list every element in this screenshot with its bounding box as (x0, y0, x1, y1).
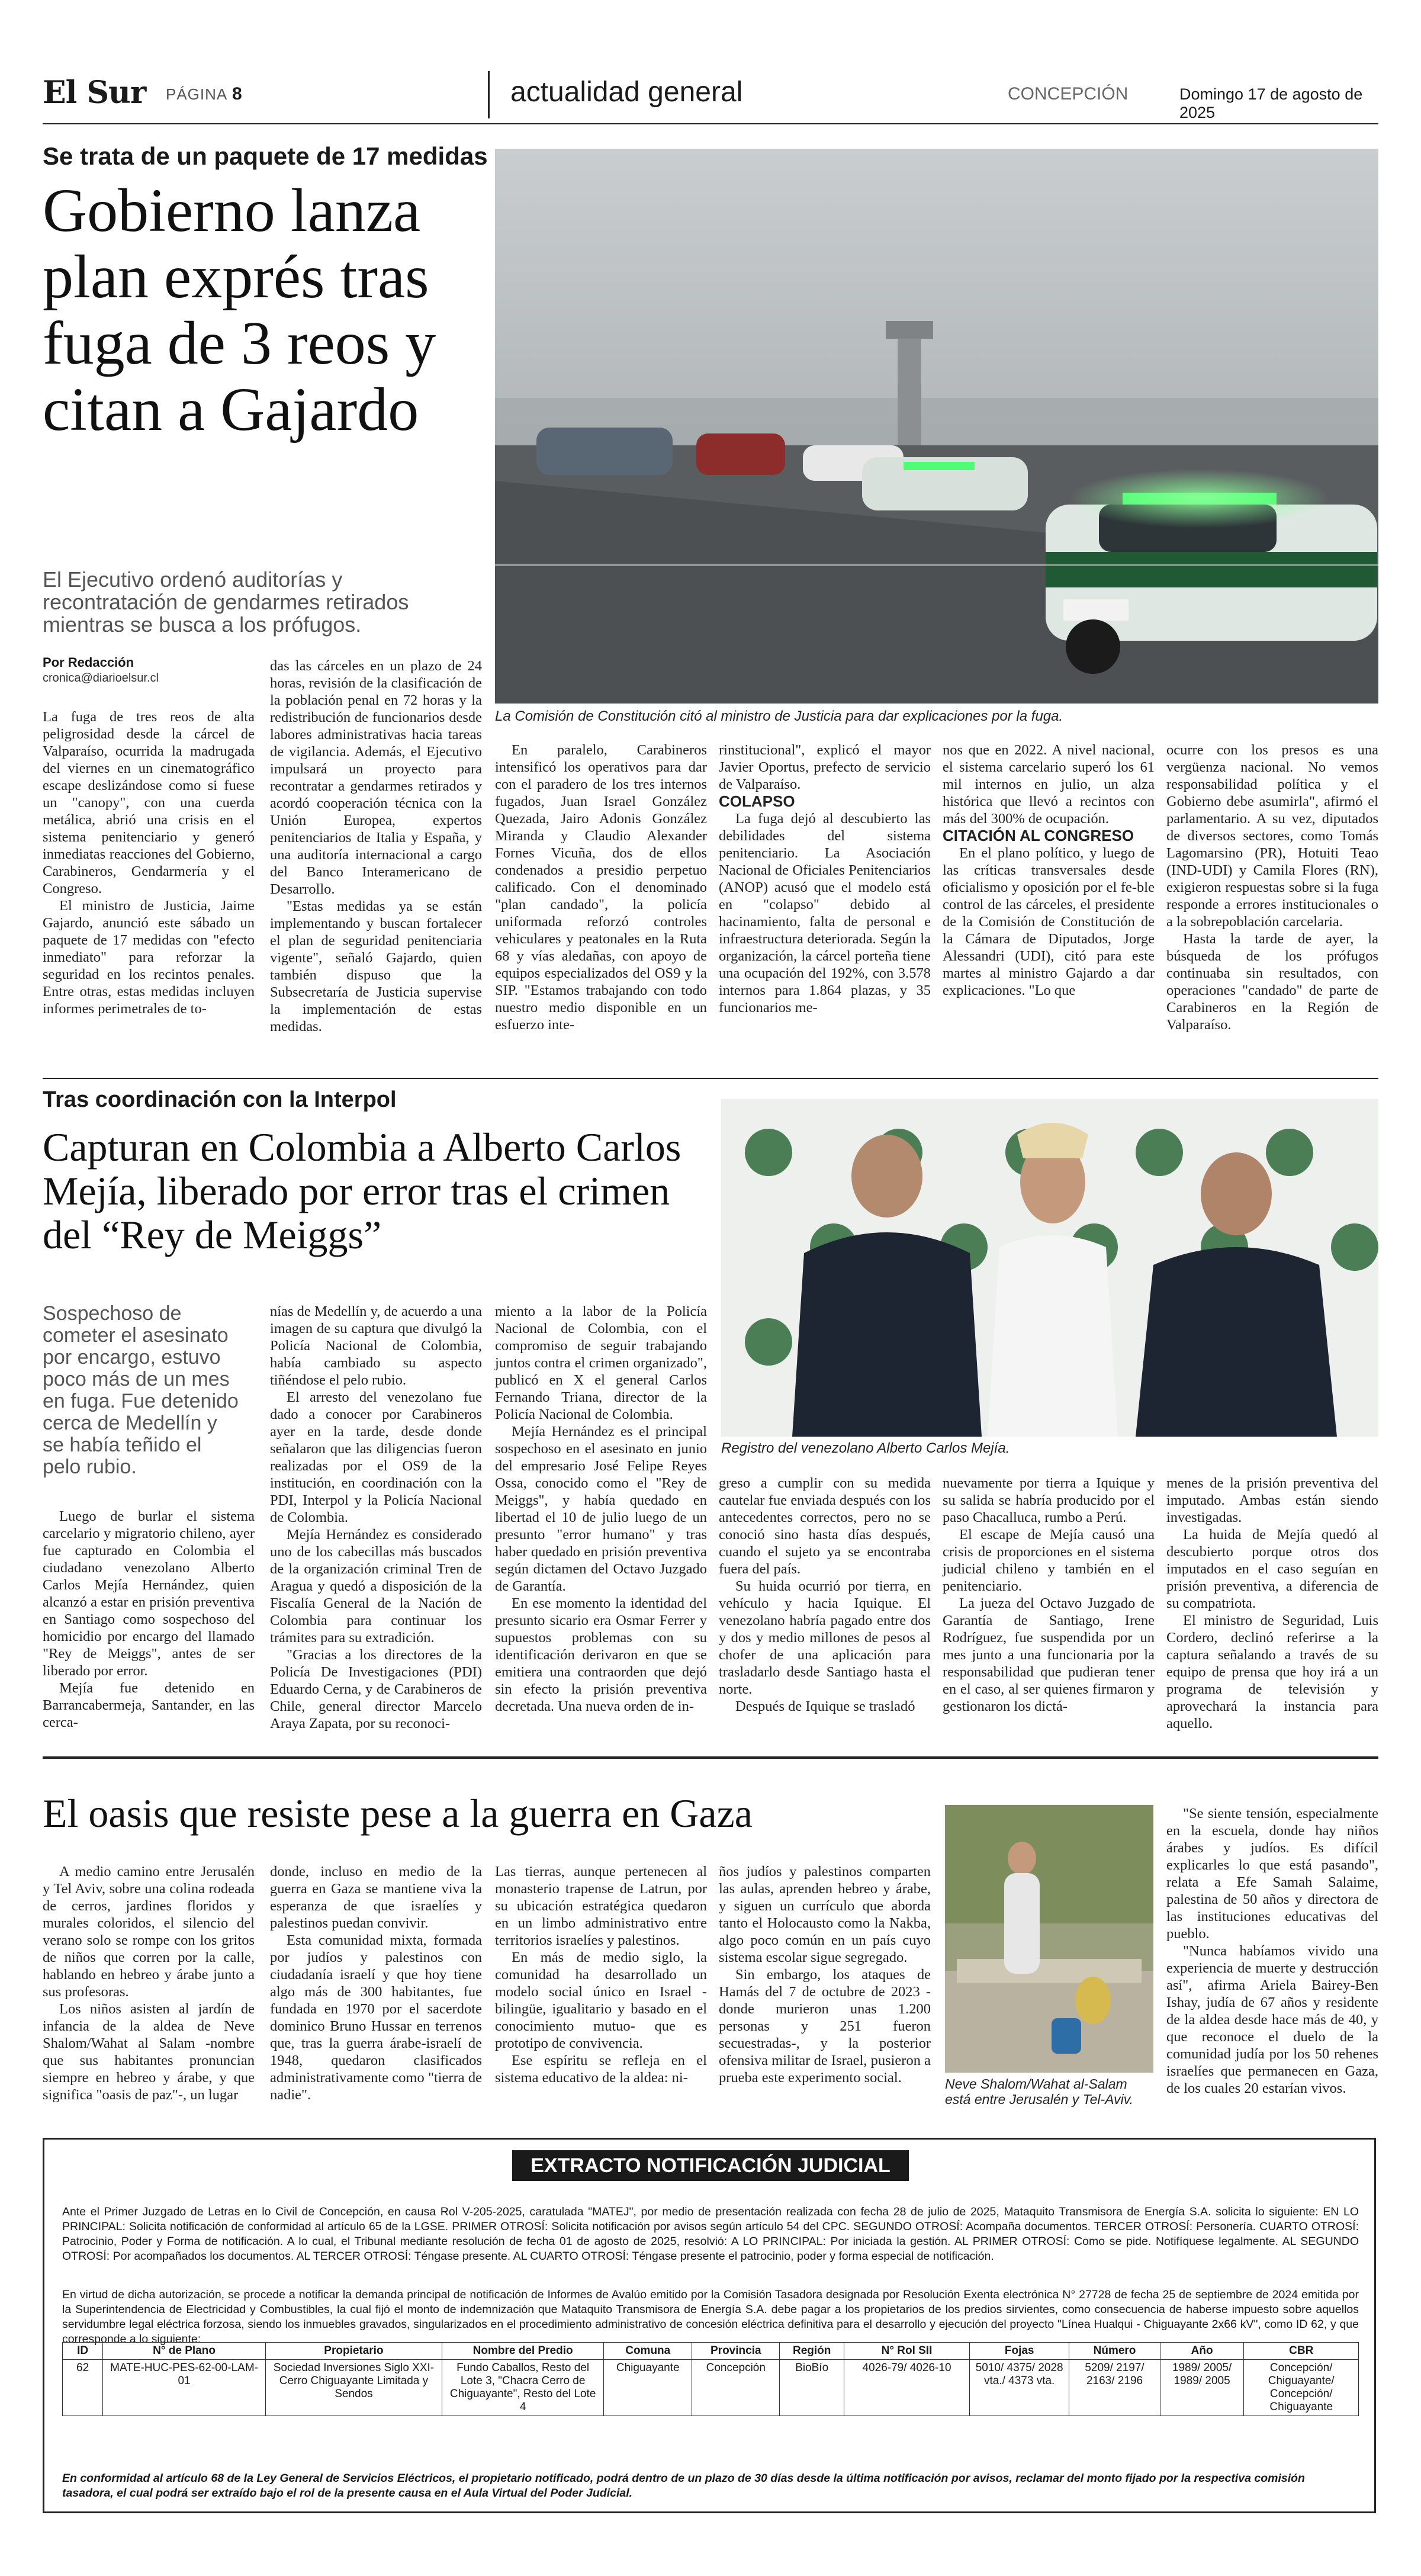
table-header-cell: Fojas (970, 2343, 1069, 2360)
table-header-cell: CBR (1244, 2343, 1359, 2360)
article2-kicker: Tras coordinación con la Interpol (43, 1087, 397, 1112)
issue-date: Domingo 17 de agosto de 2025 (1179, 85, 1363, 121)
table-cell: Concepción (692, 2360, 780, 2416)
article2-c3-p2: Mejía Hernández es el principal sospechoso en el asesinato en junio del empresario José Felipe Reyes Ossa, conocido como el "Rey de Meiggs", y había quedado en libertad el 10 de julio luego de un presunto "error humano" y tras haber quedado en prisión preventiva según dictamen del Octavo Juzgado de Garantía. (495, 1424, 707, 1594)
table-cell: Concepción/ Chiguayante/ Concepción/ Chiguayante (1244, 2360, 1359, 2416)
city-name: CONCEPCIÓN (1008, 84, 1129, 104)
article3-column-6 (1166, 1805, 1378, 2119)
article3-c3-p3: Ese espíritu se refleja en el sistema educativo de la aldea: ni- (495, 2053, 707, 2086)
article1-headline: Gobierno lanza plan exprés tras fuga de 3 reos y citan a Gajardo (43, 176, 436, 444)
article1-c3-p1: En paralelo, Carabineros intensificó los operativos para dar con el paradero de los tres internos fugados, Juan Israel González Quezada, Jairo Adonis González Miranda y Claudio Alexander Fornes Vicuña, dos de ellos condenados a presidio perpetuo calificado. Con el denominado "plan candado", la policía uniformada reforzó controles vehiculares y peatonales en la Ruta 68 y vías aledañas, con apoyo de equipos especializados del OS9 y la SIP. "Estamos trabajando con todo nuestro medio disponible en un esfuerzo inte- (495, 742, 707, 1033)
article2-column-4 (719, 1475, 931, 1782)
judicial-notice-paragraph-2: En virtud de dicha autorización, se procede a notificar la demanda principal de notificación de Informes de Avalúo emitido por la Comisión Tasadora designada por Resolución Exenta electrónica N° 27728 de fecha 25 de septiembre de 2024 emitida por la Superintendencia de Electricidad y Combustibles, la cual fijó el monto de indemnización que Mataquito Transmisora de Energía S.A. debe pagar a los propietarios de los predios sirvientes, como consecuencia de haberse impuesto sobre aquellos servidumbre legal eléctrica forzosa, siendo los inmuebles gravados, singularizados en el procedimiento administrativo de concesión eléctrica definitiva para el desarrollo y ejecución del proyecto "Línea Hualqui - Chiguayante 2x66 kV", como ID 62, y que corresponde a lo siguiente: (62, 2288, 1359, 2346)
article3-column-3 (495, 1863, 707, 2118)
table-header-cell: Número (1069, 2343, 1160, 2360)
table-cell: 1989/ 2005/ 1989/ 2005 (1160, 2360, 1244, 2416)
article1-byline: Por Redacción (43, 655, 134, 670)
article2-photo-capture (721, 1099, 1378, 1437)
judicial-notice-table (62, 2342, 1359, 2416)
judicial-notice-paragraph-1: Ante el Primer Juzgado de Letras en lo Civil de Concepción, en causa Rol V-205-2025, caratulada "MATEJ", por medio de presentación realizada con fecha 28 de julio de 2025, Mataquito Transmisora de Energía S.A. solicita lo siguiente: EN LO PRINCIPAL: Solicita notificación de conformidad al artículo 65 de la LGSE. PRIMER OTROSÍ: Solicita notificación por avisos según artículo 54 del CPC. SEGUNDO OTROSÍ: Acompaña documentos. TERCER OTROSÍ: Personería. CUARTO OTROSÍ: Patrocinio, Poder y Forma de notificación. A lo cual, el Tribunal mediante resolución de fecha 01 de agosto de 2025, resolvió: A LO PRINCIPAL: Por iniciada la gestión. AL PRIMER OTROSÍ: Como se pide. Notifíquese legalmente. AL SEGUNDO OTROSÍ: Por acompañados los documentos. AL TERCER OTROSÍ: Téngase presente. AL CUARTO OTROSÍ: Téngase presente el patrocinio, poder y forma especial de notificación. (62, 2205, 1359, 2263)
section-name: actualidad general (510, 76, 743, 108)
article1-deck: El Ejecutivo ordenó auditorías y recontratación de gendarmes retirados mientras se busca a los prófugos. (43, 567, 409, 637)
article3-c3-p2: En más de medio siglo, la comunidad ha desarrollado un modelo social único en Israel -bilingüe, igualitario y basado en el conocimiento mutuo- que es prototipo de convivencia. (495, 1949, 707, 2051)
table-row (63, 2360, 1359, 2416)
header-divider (488, 71, 490, 118)
article2-column-3 (495, 1303, 707, 1782)
article1-subhead-citacion: CITACIÓN AL CONGRESO (943, 827, 1134, 844)
article3-photo-village (945, 1805, 1153, 2073)
article2-c6-p2: La huida de Mejía quedó al descubierto porque otros dos imputados en el caso seguían en prisión preventiva, a diferencia de su compatriota. (1166, 1527, 1378, 1611)
article2-headline: Capturan en Colombia a Alberto Carlos Mejía, liberado por error tras el crimen del “Rey de Meiggs” (43, 1125, 681, 1257)
table-header-cell: Propietario (265, 2343, 442, 2360)
article1-c5-p2: En el plano político, y luego de las críticas transversales desde oficialismo y oposición por el fe-ble control de las cárceles, el presidente de la Comisión de Constitución de la Cámara de Diputados, Jorge Alessandri (UDI), citó para este martes al ministro Gajardo a dar explicaciones. "Lo que (943, 845, 1155, 998)
table-cell: 5010/ 4375/ 2028 vta./ 4373 vta. (970, 2360, 1069, 2416)
article3-c4-p2: Sin embargo, los ataques de Hamás del 7 de octubre de 2023 -donde murieron unas 1.200 personas y 251 fueron secuestradas-, y la posterior ofensiva militar de Israel, pusieron a prueba este experimento social. (719, 1967, 931, 2086)
article1-column-2 (270, 657, 482, 1036)
article2-c4-p1: greso a cumplir con su medida cautelar fue enviada después con los antecedentes correctos, pero no se conoció sino hasta días después, cuando el sujeto ya se encontraba fuera del país. (719, 1475, 931, 1577)
capture-photo-image (721, 1099, 1378, 1437)
article1-c1-p1: La fuga de tres reos de alta peligrosidad desde la cárcel de Valparaíso, ocurrida la madrugada del viernes en un cinematográfico escape deslizándose como si fuese un "canopy", con una cuerda metálica, abrió una crisis en el sistema penitenciario y generó inmediatas reacciones del Gobierno, Carabineros, Gendarmería y el Congreso. (43, 709, 255, 897)
article1-c6-p2: Hasta la tarde de ayer, la búsqueda de los prófugos continuaba sin resultados, con operaciones "candado" de parte de Carabineros en la Región de Valparaíso. (1166, 931, 1378, 1033)
article2-column-6 (1166, 1475, 1378, 1782)
article1-c6-p1: ocurre con los presos es una vergüenza nacional. No vemos responsabilidad política y el Gobierno debe asumirla", afirmó el parlamentario. A su vez, diputados de diversos sectores, como Tomás Lagomarsino (PR), Hotuiti Teao (IND-UDI) y Camila Flores (RN), exigieron respuestas sobre si la fuga responde a errores institucionales o a la sobrepoblación carcelaria. (1166, 742, 1378, 930)
article3-column-2 (270, 1863, 482, 2118)
article1-column-5 (943, 741, 1155, 1038)
header-rule (43, 123, 1378, 124)
article1-caption: La Comisión de Constitución citó al ministro de Justicia para dar explicaciones por la fuga. (495, 708, 1063, 724)
article3-c3-p1: Las tierras, aunque pertenecen al monasterio trapense de Latrun, por su ubicación estratégica quedaron en un limbo administrativo entre territorios israelíes y palestinos. (495, 1864, 707, 1948)
article3-c2-p1: donde, incluso en medio de la guerra en Gaza se mantiene viva la esperanza de que israelíes y palestinos puedan convivir. (270, 1864, 482, 1931)
table-cell: MATE-HUC-PES-62-00-LAM-01 (103, 2360, 266, 2416)
article2-column-1 (43, 1508, 255, 1780)
village-photo-image (945, 1805, 1153, 2073)
table-cell: Sociedad Inversiones Siglo XXI-Cerro Chiguayante Limitada y Sendos (265, 2360, 442, 2416)
page-number: 8 (232, 84, 242, 104)
article2-c6-p3: El ministro de Seguridad, Luis Cordero, declinó referirse a la captura señalando a través de su equipo de prensa que hoy irá a un programa de televisión y aprovechará la instancia para aquello. (1166, 1613, 1378, 1732)
article2-c4-p3: Después de Iquique se trasladó (735, 1698, 915, 1714)
article2-column-2 (270, 1303, 482, 1782)
article3-c1-p2: Los niños asisten al jardín de infancia de la aldea de Neve Shalom/Wahat al Salam -nombre que sus habitantes pronuncian siempre en hebreo y árabe, y que significa "oasis de paz"-, un lugar (43, 2001, 255, 2103)
article2-c6-p1: menes de la prisión preventiva del imputado. Ambas están siendo investigadas. (1166, 1475, 1378, 1525)
article1-column-3 (495, 741, 707, 1038)
article1-photo-prison-fog (495, 149, 1378, 704)
judicial-notice-footer: En conformidad al artículo 68 de la Ley General de Servicios Eléctricos, el propietario notificado, podrá dentro de un plazo de 30 días desde la última notificación por avisos, reclamar del monto fijado por la respectiva comisión tasadora, el cual podrá ser extraído bajo el rol de la presente causa en el Aula Virtual del Poder Judicial. (62, 2472, 1305, 2500)
table-header-cell: N° Rol SII (844, 2343, 969, 2360)
paper-name: El Sur (43, 75, 146, 111)
article3-c6-p2: "Nunca habíamos vivido una experiencia de muerte y destrucción así", afirma Ariela Bairey-Ben Ishay, judía de 67 años y residente de la aldea desde hace más de 40, y que reconoce el duelo de la comunidad judía por los 50 rehenes israelíes que permanecen en Gaza, de los cuales 20 estarían vivos. (1166, 1943, 1378, 2096)
article1-c1-p2: El ministro de Justicia, Jaime Gajardo, anunció este sábado un paquete de 17 medidas con "efecto inmediato" para reforzar la seguridad en los recintos penales. Entre otras, estas medidas incluyen informes perimetrales de to- (43, 898, 255, 1017)
article2-c5-p3: La jueza del Octavo Juzgado de Garantía de Santiago, Irene Rodríguez, fue suspendida por un mes junto a una funcionaria por la responsabilidad que pudieran tener en el caso, al ser quienes firmaron y gestionaron los dictá- (943, 1595, 1155, 1714)
table-cell: BioBío (780, 2360, 844, 2416)
prison-fog-image (495, 149, 1378, 704)
table-cell: Fundo Caballos, Resto del Lote 3, "Chacra Cerro de Chiguayante", Resto del Lote 4 (442, 2360, 604, 2416)
article1-c4-p1: rinstitucional", explicó el mayor Javier Oportus, prefecto de servicio de Valparaíso. (719, 742, 931, 792)
table-header-cell: Nombre del Predio (442, 2343, 604, 2360)
article2-c4-p2: Su huida ocurrió por tierra, en vehículo y hacia Iquique. El venezolano habría pagado entre dos y dos y medio millones de pesos al chofer de una aplicación para trasladarlo desde Santiago hasta el norte. (719, 1578, 931, 1697)
article3-c4-p1: ños judíos y palestinos comparten las aulas, aprenden hebreo y árabe, y siguen un currículo que aborda tanto el Holocausto como la Nakba, algo poco común en un país cuyo sistema escolar sigue segregado. (719, 1864, 931, 1965)
article1-bottom-rule (43, 1078, 1378, 1079)
table-cell: 5209/ 2197/ 2163/ 2196 (1069, 2360, 1160, 2416)
article3-c6-p1: "Se siente tensión, especialmente en la escuela, donde hay niños árabes y judíos. Es difícil explicarles lo que está pasando", relata a Efe Samah Salaime, palestina de 50 años y directora de las instituciones educativas del pueblo. (1166, 1806, 1378, 1942)
table-header-cell: ID (63, 2343, 103, 2360)
article2-deck: Sospechoso de cometer el asesinato por encargo, estuvo poco más de un mes en fuga. Fue detenido cerca de Medellín y se había teñido el pelo rubio. (43, 1302, 239, 1478)
article2-caption: Registro del venezolano Alberto Carlos Mejía. (721, 1440, 1010, 1456)
article1-kicker: Se trata de un paquete de 17 medidas (43, 142, 488, 170)
table-header-cell: Región (780, 2343, 844, 2360)
article3-c1-p1: A medio camino entre Jerusalén y Tel Aviv, sobre una colina rodeada de cerros, jardines floridos y murales coloridos, el silencio del verano solo se rompe con los gritos de niños que corren por la calle, hablando en hebreo y árabe junto a sus profesoras. (43, 1864, 255, 2000)
article1-c4-p2: La fuga dejó al descubierto las debilidades del sistema penitenciario. La Asociación Nacional de Oficiales Penitenciarios (ANOP) acusó que el modelo está en "colapso" debido al hacinamiento, falta de personal e infraestructura deteriorada. Según la organización, la cárcel porteña tiene una ocupación del 192%, con 3.578 internos para 1.864 plazas, y 35 funcionarios me- (719, 811, 931, 1016)
article2-c5-p2: El escape de Mejía causó una crisis de proporciones en el sistema judicial chileno y también en el penitenciario. (943, 1527, 1155, 1594)
article3-headline: El oasis que resiste pese a la guerra en Gaza (43, 1791, 753, 1836)
article1-c2-p1: das las cárceles en un plazo de 24 horas, revisión de la clasificación de la población penal en 72 horas y la redistribución de funcionarios desde labores administrativas hacia tareas de vigilancia. Además, el Ejecutivo impulsará un proyecto para recontratar a gendarmes retirados y acordó cooperación técnica con la Unión Europea, expertos penitenciarios de Italia y España, y una auditoría internacional a cargo del Banco Interamericano de Desarrollo. (270, 658, 482, 897)
judicial-notice-box (43, 2138, 1376, 2513)
article2-c1-p1: Luego de burlar el sistema carcelario y migratorio chileno, ayer fue capturado en Colombia el ciudadano venezolano Alberto Carlos Mejía Hernández, quien alcanzó a estar en prisión preventiva en Santiago como sospechoso del homicidio por encargo del llamado "Rey de Meiggs", antes de ser liberado por error. (43, 1508, 255, 1679)
table-header-cell: Provincia (692, 2343, 780, 2360)
article1-subhead-colapso: COLAPSO (719, 792, 795, 810)
article3-column-4 (719, 1863, 931, 2118)
article1-c5-p1: nos que en 2022. A nivel nacional, el sistema carcelario superó los 61 mil internos en julio, un alza histórica que llevó a recintos con más del 300% de ocupación. (943, 742, 1155, 827)
table-cell: 62 (63, 2360, 103, 2416)
article2-c2-p1: nías de Medellín y, de acuerdo a una imagen de su captura que divulgó la Policía Nacional de Colombia, había cambiado su aspecto tiñéndose el pelo rubio. (270, 1303, 482, 1388)
table-header-cell: Año (1160, 2343, 1244, 2360)
article1-column-1 (43, 708, 255, 1040)
article3-caption: Neve Shalom/Wahat al-Salam está entre Jerusalén y Tel-Aviv. (945, 2076, 1133, 2107)
judicial-notice-title-text: EXTRACTO NOTIFICACIÓN JUDICIAL (531, 2154, 890, 2177)
judicial-notice-table-wrap (62, 2342, 1359, 2416)
article2-c2-p4: "Gracias a los directores de la Policía De Investigaciones (PDI) Eduardo Cerna, y de Carabineros de Chile, general director Marcelo Araya Zapata, por su reconoci- (270, 1647, 482, 1732)
table-header-row (63, 2343, 1359, 2360)
article3-c2-p2: Esta comunidad mixta, formada por judíos y palestinos con ciudadanía israelí y que hoy tiene algo más de 300 habitantes, fue fundada en 1970 por el sacerdote dominico Bruno Hussar en terrenos que, tras la guerra árabe-israelí de 1948, quedaron clasificados administrativamente como "tierra de nadie". (270, 1932, 482, 2103)
article1-column-6 (1166, 741, 1378, 1038)
article2-c3-p1: miento a la labor de la Policía Nacional de Colombia, con el compromiso de seguir trabajando juntos contra el crimen organizado", publicó en X el general Carlos Fernando Triana, director de la Policía Nacional de Colombia. (495, 1303, 707, 1422)
masthead (43, 71, 1378, 120)
table-cell: Chiguayante (604, 2360, 692, 2416)
article3-column-1 (43, 1863, 255, 2118)
article1-c2-p2: "Estas medidas ya se están implementando y buscan fortalecer el plan de seguridad penitenciaria vigente", señaló Gajardo, quien también dispuso que la Subsecretaría de Justicia supervise la implementación de estas medidas. (270, 898, 482, 1035)
judicial-notice-title (512, 2150, 909, 2181)
table-cell: 4026-79/ 4026-10 (844, 2360, 969, 2416)
article1-email: cronica@diarioelsur.cl (43, 672, 159, 685)
article2-column-5 (943, 1475, 1155, 1782)
article2-c5-p1: nuevamente por tierra a Iquique y su salida se habría producido por el paso Chacalluca, rumbo a Perú. (943, 1475, 1155, 1525)
table-header-cell: N° de Plano (103, 2343, 266, 2360)
article1-column-4 (719, 741, 931, 1038)
article2-c1-p2: Mejía fue detenido en Barrancabermeja, Santander, en las cerca- (43, 1680, 255, 1730)
article2-bottom-rule (43, 1756, 1378, 1759)
table-header-cell: Comuna (604, 2343, 692, 2360)
article2-c3-p3: En ese momento la identidad del presunto sicario era Osmar Ferrer y supuestos problemas con su identificación derivaron en que se emitiera una contraorden que dejó sin efecto la prisión preventiva decretada. Una nueva orden de in- (495, 1595, 707, 1714)
article2-c2-p3: Mejía Hernández es considerado uno de los cabecillas más buscados de la organización criminal Tren de Aragua y quedó a disposición de la Fiscalía General de la Nación de Colombia para continuar los trámites para su extradición. (270, 1527, 482, 1646)
page-label: PÁGINA (166, 85, 228, 103)
article2-c2-p2: El arresto del venezolano fue dado a conocer por Carabineros ayer en la tarde, desde donde señalaron que las diligencias fueron realizadas por el OS9 de la institución, en coordinación con la PDI, Interpol y la Policía Nacional de Colombia. (270, 1389, 482, 1525)
